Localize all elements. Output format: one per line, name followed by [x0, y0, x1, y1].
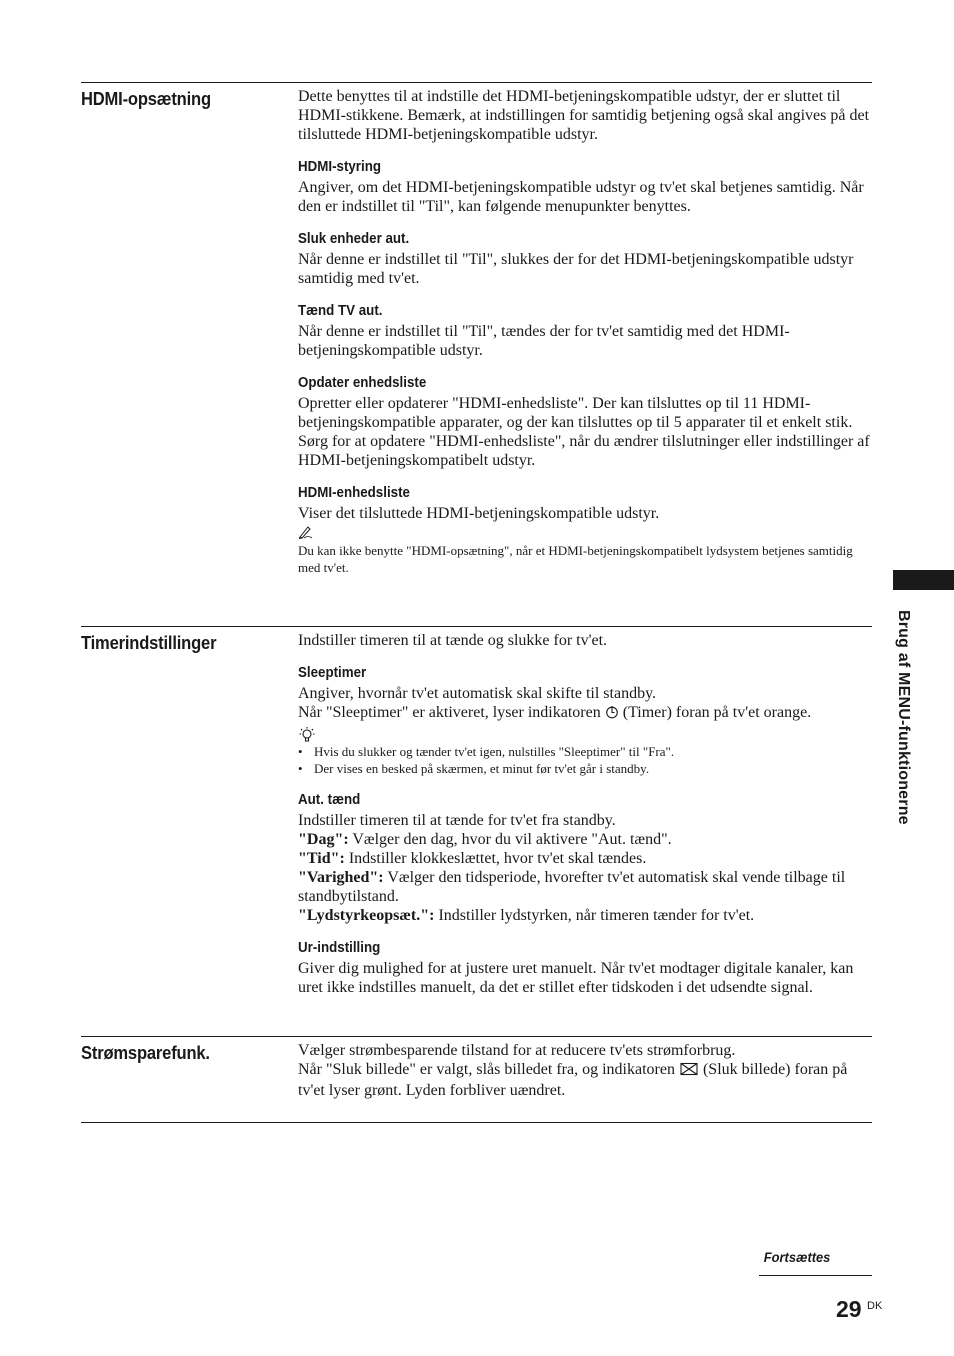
subheading-auto-start: Aut. tænd: [298, 792, 361, 808]
section-title-power: Strømsparefunk.: [81, 1043, 210, 1063]
time-label: "Tid":: [298, 850, 345, 867]
page-number: 29: [836, 1296, 862, 1322]
continued-underline: [759, 1275, 872, 1276]
device-list-text: Viser det tilsluttede HDMI-betjeningskompatible udstyr.: [298, 505, 660, 522]
tip-item: • Hvis du slukker og tænder tv'et igen, nulstilles "Sleeptimer" til "Fra".: [298, 743, 873, 760]
volume-label: "Lydstyrkeopsæt.":: [298, 907, 435, 924]
subheading-auto-off: Sluk enheder aut.: [298, 231, 410, 247]
section-title-timer: Timerindstillinger: [81, 633, 217, 653]
timer-indicator-icon: [605, 705, 619, 724]
page-language-code: DK: [867, 1300, 883, 1312]
continued-label: Fortsættes: [763, 1249, 830, 1265]
auto-off-text: Når denne er indstillet til "Til", slukkes der for det HDMI-betjeningskompatible udstyr samtidig med tv'et.: [298, 251, 854, 287]
power-text-part1: Når "Sluk billede" er valgt, slås billedet fra, og indikatoren: [298, 1061, 675, 1078]
hdmi-note: Du kan ikke benytte "HDMI-opsætning", når et HDMI-betjeningskompatibelt lydsystem betjenes samtidig med tv'et.: [298, 543, 853, 575]
side-tab-marker: [893, 570, 954, 590]
volume-text: Indstiller lydstyrken, når timeren tænder for tv'et.: [438, 907, 755, 924]
auto-start-volume: [298, 906, 873, 925]
auto-start-time: [298, 849, 873, 868]
lightbulb-tip-icon: [298, 726, 873, 743]
timer-intro: Indstiller timeren til at tænde og slukke for tv'et.: [298, 632, 608, 649]
section-body-hdmi: [298, 87, 873, 576]
side-tab-label: Brug af MENU-funktionerne: [895, 610, 912, 825]
subheading-clock-set: Ur-indstilling: [298, 940, 381, 956]
section-power-saving: [81, 1036, 872, 1123]
subheading-hdmi-control: HDMI-styring: [298, 159, 382, 175]
auto-start-duration: [298, 868, 873, 906]
auto-on-text: Når denne er indstillet til "Til", tændes der for tv'et samtidig med det HDMI-betjeningskompatible udstyr.: [298, 323, 790, 359]
section-title-hdmi: HDMI-opsætning: [81, 89, 211, 109]
sleep-text-part1: Når "Sleeptimer" er aktiveret, lyser indikatoren: [298, 704, 601, 721]
clock-set-text: Giver dig mulighed for at justere uret manuelt. Når tv'et modtager digitale kanaler, kan uret ikke indstilles manuelt, da det er stillet efter tidskoden i det udsendte signal.: [298, 960, 854, 996]
subheading-update-list: Opdater enhedsliste: [298, 375, 427, 391]
power-intro: Vælger strømbesparende tilstand for at reducere tv'ets strømforbrug.: [298, 1042, 736, 1059]
hdmi-intro: Dette benyttes til at indstille det HDMI-betjeningskompatible udstyr, der er sluttet til HDMI-stikkene. Bemærk, at indstillingen for samtidig betjening også skal angives på det tilsluttede HDMI-betjeningskompatible udstyr.: [298, 88, 870, 143]
power-text-part2: (Sluk billede) foran på tv'et lyser grønt. Lyden forbliver uændret.: [298, 1061, 848, 1099]
picture-off-icon: [679, 1062, 699, 1081]
subheading-sleep-timer: Sleeptimer: [298, 665, 367, 681]
tip-item: • Der vises en besked på skærmen, et minut før tv'et går i standby.: [298, 760, 873, 777]
sleep-timer-text: Angiver, hvornår tv'et automatisk skal skifte til standby.: [298, 685, 657, 702]
section-body-timer: [298, 631, 873, 997]
section-hdmi-setup: [81, 82, 872, 627]
power-picture-off-text: [298, 1060, 873, 1100]
time-text: Indstiller klokkeslættet, hvor tv'et skal tændes.: [348, 850, 647, 867]
section-body-power: [298, 1041, 873, 1100]
auto-start-day: [298, 830, 873, 849]
bottom-divider: [81, 1122, 872, 1123]
sleep-timer-indicator-text: [298, 703, 873, 724]
update-list-text: Opretter eller opdaterer "HDMI-enhedsliste". Der kan tilsluttes op til 11 HDMI-betjeningskompatible apparater, og der kan tilsluttes op til 5 apparater til et enkelt stik. Sørg for at opdatere "HDMI-enhedsliste", når du ændrer tilslutninger eller indstillinger af HDMI-betjeningskompatibelt udstyr.: [298, 395, 870, 469]
auto-start-intro: Indstiller timeren til at tænde for tv'et fra standby.: [298, 812, 616, 829]
section-timer-settings: [81, 626, 872, 1037]
sleep-text-part2: (Timer) foran på tv'et orange.: [622, 704, 812, 721]
hdmi-control-text: Angiver, om det HDMI-betjeningskompatible udstyr og tv'et skal betjenes samtidig. Når den er indstillet til "Til", kan følgende menupunkter benyttes.: [298, 179, 864, 215]
subheading-device-list: HDMI-enhedsliste: [298, 485, 410, 501]
duration-label: "Varighed":: [298, 869, 384, 886]
day-label: "Dag":: [298, 831, 349, 848]
subheading-auto-on: Tænd TV aut.: [298, 303, 383, 319]
duration-text: Vælger den tidsperiode, hvorefter tv'et automatisk skal vende tilbage til standbytilstand.: [298, 869, 846, 905]
pencil-note-icon: [298, 525, 873, 542]
day-text: Vælger den dag, hvor du vil aktivere "Aut. tænd".: [352, 831, 672, 848]
